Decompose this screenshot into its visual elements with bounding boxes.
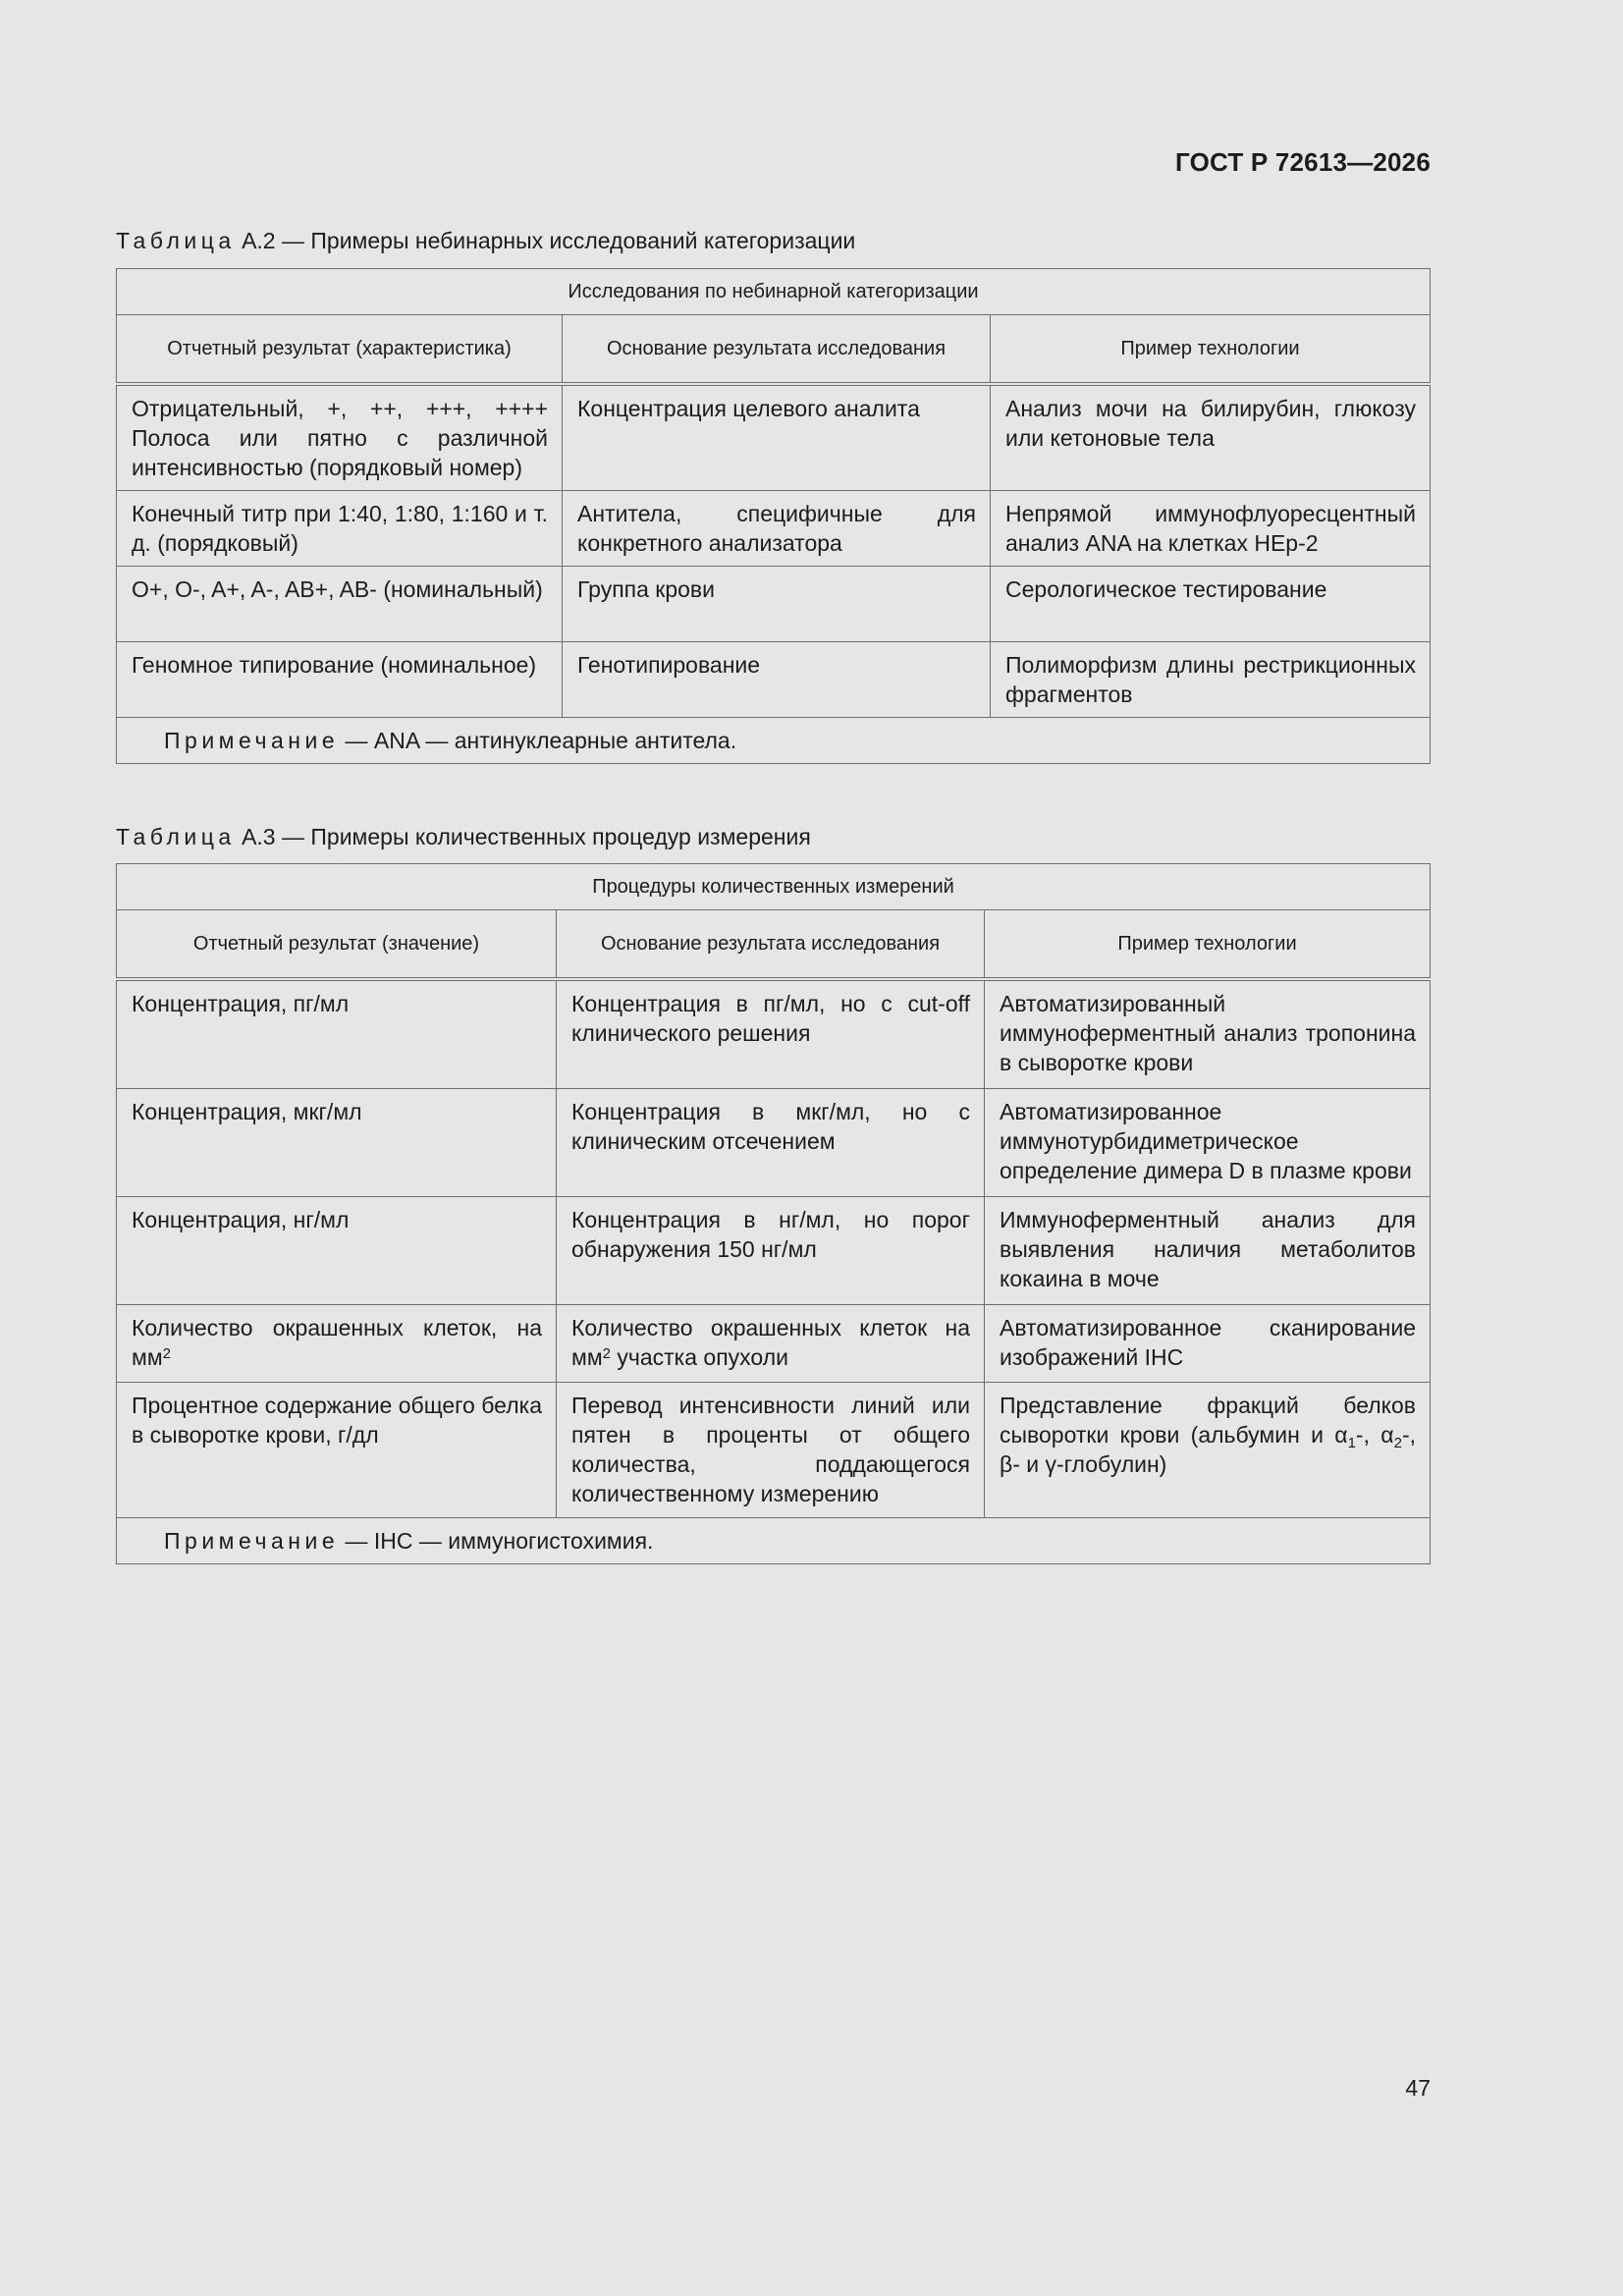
table-cell: Автоматизированный иммуноферментный анализ тропонина в сыворотке крови: [985, 979, 1431, 1089]
column-header: Основание результата исследования: [557, 910, 985, 980]
table-a3: [116, 863, 1431, 1564]
note-label: Примечание: [164, 1528, 340, 1554]
table-a2-caption: [116, 228, 855, 254]
table-a3-caption: [116, 824, 811, 850]
table-a2: [116, 268, 1431, 764]
table-row: [117, 1089, 1431, 1197]
table-row: [117, 979, 1431, 1089]
table-cell: Серологическое тестирование: [991, 567, 1431, 642]
column-header: Отчетный результат (значение): [117, 910, 557, 980]
table-cell: Непрямой иммунофлуоресцентный анализ ANA на клетках HEp-2: [991, 491, 1431, 567]
table-cell: Автоматизированное иммунотурбидиметрическое определение димера D в плазме крови: [985, 1089, 1431, 1197]
table-cell: Отрицательный, +, ++, +++, ++++ Полоса или пятно с различной интенсивностью (порядковый номер): [117, 384, 563, 491]
table-cell: O+, O-, A+, A-, AB+, AB- (номинальный): [117, 567, 563, 642]
table-row: [117, 642, 1431, 718]
caption-text: А.3 — Примеры количественных процедур измерения: [242, 824, 811, 849]
table-group-header: Исследования по небинарной категоризации: [117, 269, 1431, 315]
table-cell: Концентрация, мкг/мл: [117, 1089, 557, 1197]
table-cell: Концентрация в пг/мл, но с cut-off клинического решения: [557, 979, 985, 1089]
table-group-header: Процедуры количественных измерений: [117, 864, 1431, 910]
table-cell: Концентрация в нг/мл, но порог обнаружения 150 нг/мл: [557, 1197, 985, 1305]
table-row: [117, 491, 1431, 567]
table-row: [117, 1197, 1431, 1305]
page-number: 47: [1405, 2075, 1431, 2101]
table-row: [117, 384, 1431, 491]
table-cell: Конечный титр при 1:40, 1:80, 1:160 и т. д. (порядковый): [117, 491, 563, 567]
table-cell: Автоматизированное сканирование изображений IHC: [985, 1305, 1431, 1383]
note-label: Примечание: [164, 728, 340, 753]
table-cell: Генотипирование: [563, 642, 991, 718]
column-header: Пример технологии: [991, 315, 1431, 385]
table-row: [117, 1305, 1431, 1383]
caption-text: А.2 — Примеры небинарных исследований категоризации: [242, 228, 856, 253]
table-cell: Представление фракций белков сыворотки крови (альбумин и $\alpha_1-$, $\alpha_2-$, β- и γ-глобулин): [985, 1383, 1431, 1518]
table-cell: Концентрация целевого аналита: [563, 384, 991, 491]
table-cell: Количество окрашенных клеток, на $мм^2$: [117, 1305, 557, 1383]
table-cell: Процентное содержание общего белка в сыворотке крови, г/дл: [117, 1383, 557, 1518]
column-header: Отчетный результат (характеристика): [117, 315, 563, 385]
caption-label: Таблица: [116, 824, 236, 849]
table-row: [117, 567, 1431, 642]
caption-label: Таблица: [116, 228, 236, 253]
table-cell: Антитела, специфичные для конкретного анализатора: [563, 491, 991, 567]
table-cell: Анализ мочи на билирубин, глюкозу или кетоновые тела: [991, 384, 1431, 491]
note-text: — IHC — иммуногистохимия.: [339, 1528, 654, 1554]
table-cell: Концентрация, пг/мл: [117, 979, 557, 1089]
table-note: [117, 718, 1431, 764]
document-code-header: ГОСТ Р 72613—2026: [1175, 147, 1431, 177]
table-row: [117, 1383, 1431, 1518]
table-cell: Количество окрашенных клеток на $мм^2$ участка опухоли: [557, 1305, 985, 1383]
table-cell: Иммуноферментный анализ для выявления наличия метаболитов кокаина в моче: [985, 1197, 1431, 1305]
column-header: Пример технологии: [985, 910, 1431, 980]
table-cell: Полиморфизм длины рестрикционных фрагментов: [991, 642, 1431, 718]
table-cell: Концентрация в мкг/мл, но с клиническим отсечением: [557, 1089, 985, 1197]
table-note: [117, 1518, 1431, 1564]
column-header: Основание результата исследования: [563, 315, 991, 385]
table-cell: Перевод интенсивности линий или пятен в проценты от общего количества, поддающегося количественному измерению: [557, 1383, 985, 1518]
table-cell: Геномное типирование (номинальное): [117, 642, 563, 718]
table-cell: Концентрация, нг/мл: [117, 1197, 557, 1305]
note-text: — ANA — антинуклеарные антитела.: [339, 728, 737, 753]
table-cell: Группа крови: [563, 567, 991, 642]
